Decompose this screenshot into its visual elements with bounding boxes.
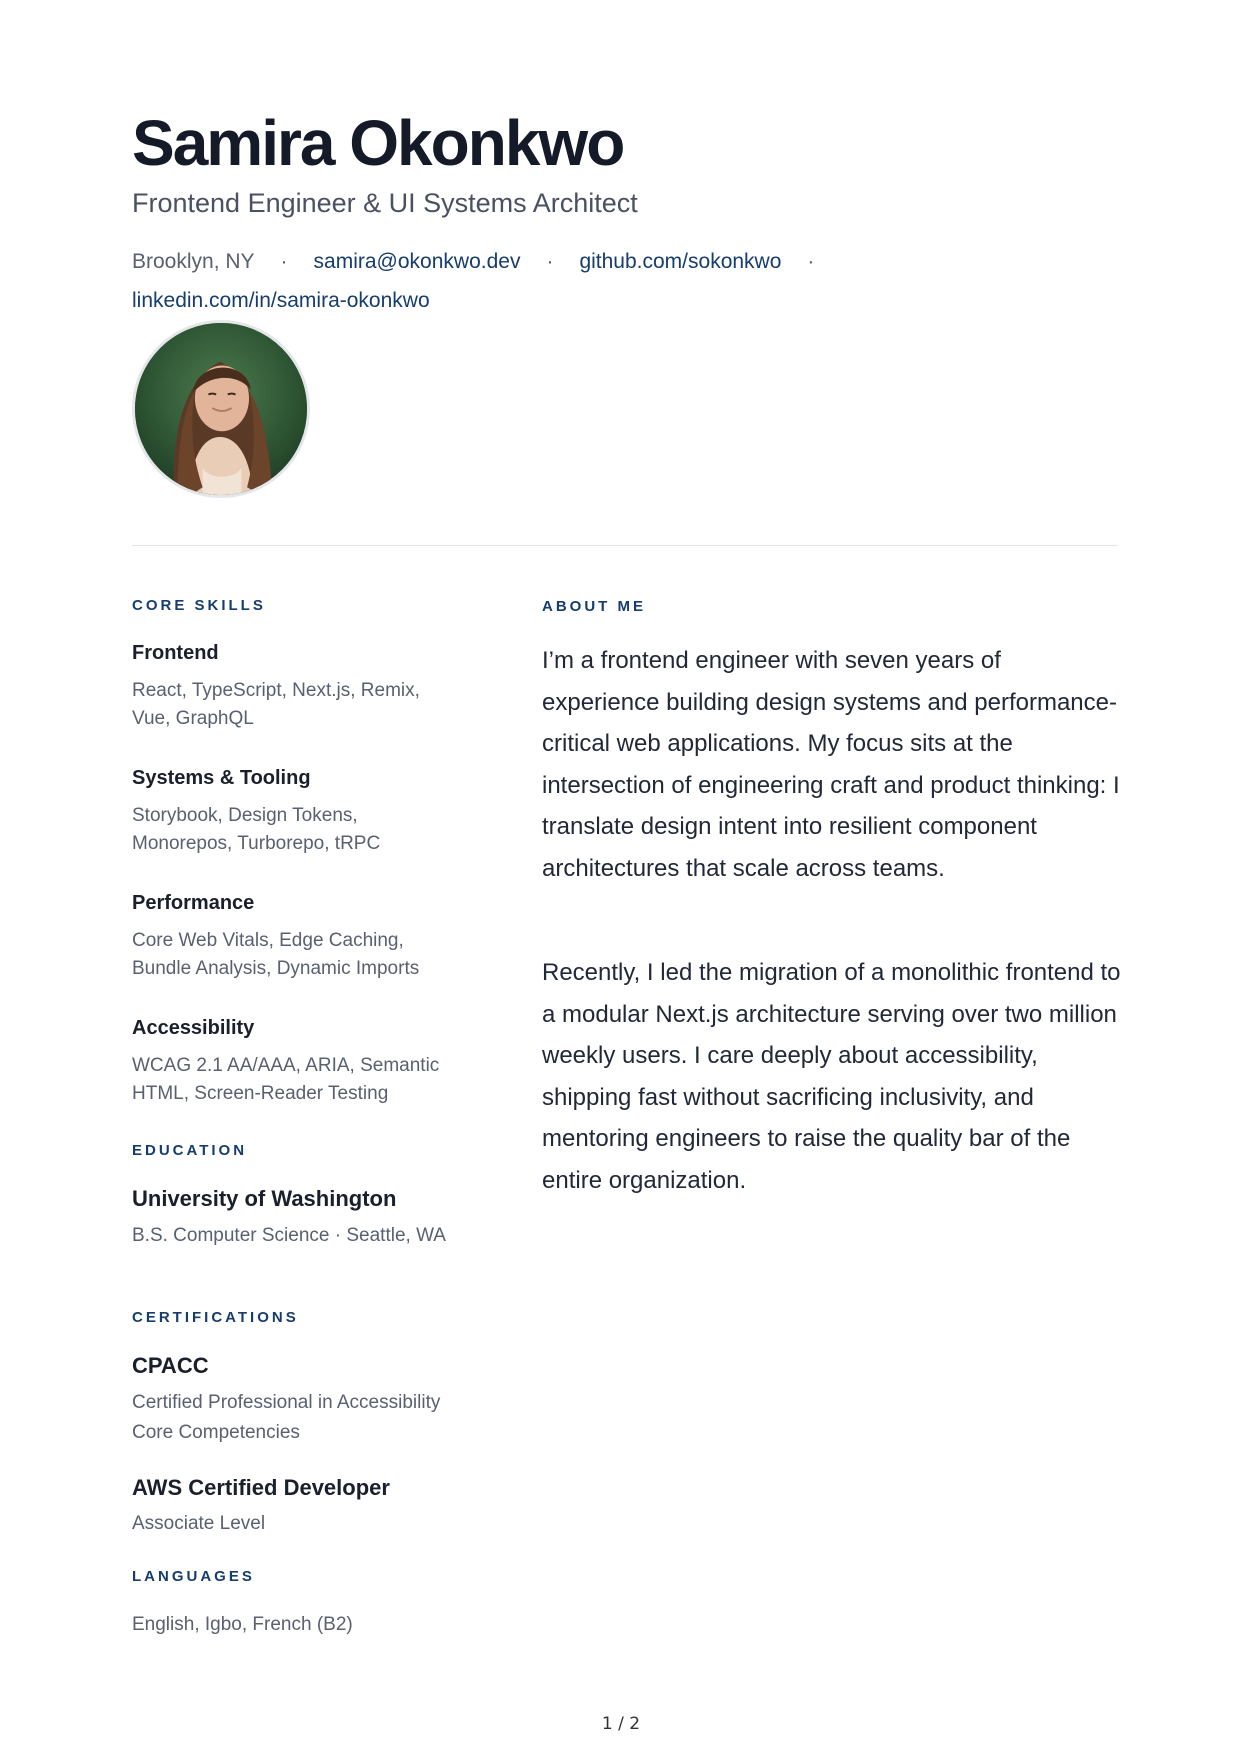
separator: ·: [280, 250, 288, 273]
header-divider: [132, 545, 1118, 546]
candidate-name: Samira Okonkwo: [132, 107, 624, 179]
separator: ·: [807, 250, 815, 273]
contact-row: [132, 248, 840, 276]
portrait-photo: [135, 323, 307, 495]
languages-text: English, Igbo, French (B2): [132, 1614, 353, 1635]
skill-body: React, TypeScript, Next.js, Remix, Vue, GraphQL: [132, 680, 420, 729]
skill-body: Core Web Vitals, Edge Caching, Bundle Analysis, Dynamic Imports: [132, 930, 420, 979]
skill-body: WCAG 2.1 AA/AAA, ARIA, Semantic HTML, Screen-Reader Testing: [132, 1055, 440, 1104]
about-paragraph: [542, 640, 1122, 889]
avatar: [132, 320, 310, 498]
separator: ·: [546, 250, 554, 273]
core-skills-heading: CORE SKILLS: [132, 597, 266, 614]
skill-title: Frontend: [132, 642, 219, 664]
languages-heading: LANGUAGES: [132, 1568, 255, 1585]
contact-row-2: [132, 287, 430, 315]
school-name: University of Washington: [132, 1186, 397, 1211]
skill-body: Storybook, Design Tokens, Monorepos, Turborepo, tRPC: [132, 805, 381, 854]
education-heading: EDUCATION: [132, 1142, 248, 1159]
github-link[interactable]: github.com/sokonkwo: [579, 250, 782, 273]
degree-detail: B.S. Computer Science · Seattle, WA: [132, 1225, 446, 1246]
cert-title: CPACC: [132, 1353, 209, 1378]
job-title: Frontend Engineer & UI Systems Architect: [132, 188, 638, 218]
location: Brooklyn, NY: [132, 250, 255, 273]
cert-title: AWS Certified Developer: [132, 1475, 390, 1500]
about-paragraph: [542, 952, 1122, 1201]
about-heading: ABOUT ME: [542, 598, 646, 615]
cert-body: Certified Professional in Accessibility Core Competencies: [132, 1392, 441, 1443]
certifications-heading: CERTIFICATIONS: [132, 1309, 299, 1326]
about-paragraph-2: Recently, I led the migration of a monolithic frontend to a modular Next.js architecture serving over two million weekly users. I care deeply about accessibility, shipping fast without sacrificing inclusivity, and mentoring engineers to raise the quality bar of the entire organization.: [542, 959, 1121, 1194]
about-paragraph-1: I’m a frontend engineer with seven years of experience building design systems and performance-critical web applications. My focus sits at the intersection of engineering craft and product thinking: I translate design intent into resilient component architectures that scale across teams.: [542, 647, 1120, 882]
page-number: 1 / 2: [601, 1714, 641, 1734]
email-link[interactable]: samira@okonkwo.dev: [313, 250, 521, 273]
skill-title: Performance: [132, 892, 255, 914]
skill-title: Accessibility: [132, 1017, 255, 1039]
linkedin-link[interactable]: linkedin.com/in/samira-okonkwo: [132, 289, 430, 312]
cert-body: Associate Level: [132, 1513, 266, 1534]
skill-title: Systems & Tooling: [132, 767, 311, 789]
